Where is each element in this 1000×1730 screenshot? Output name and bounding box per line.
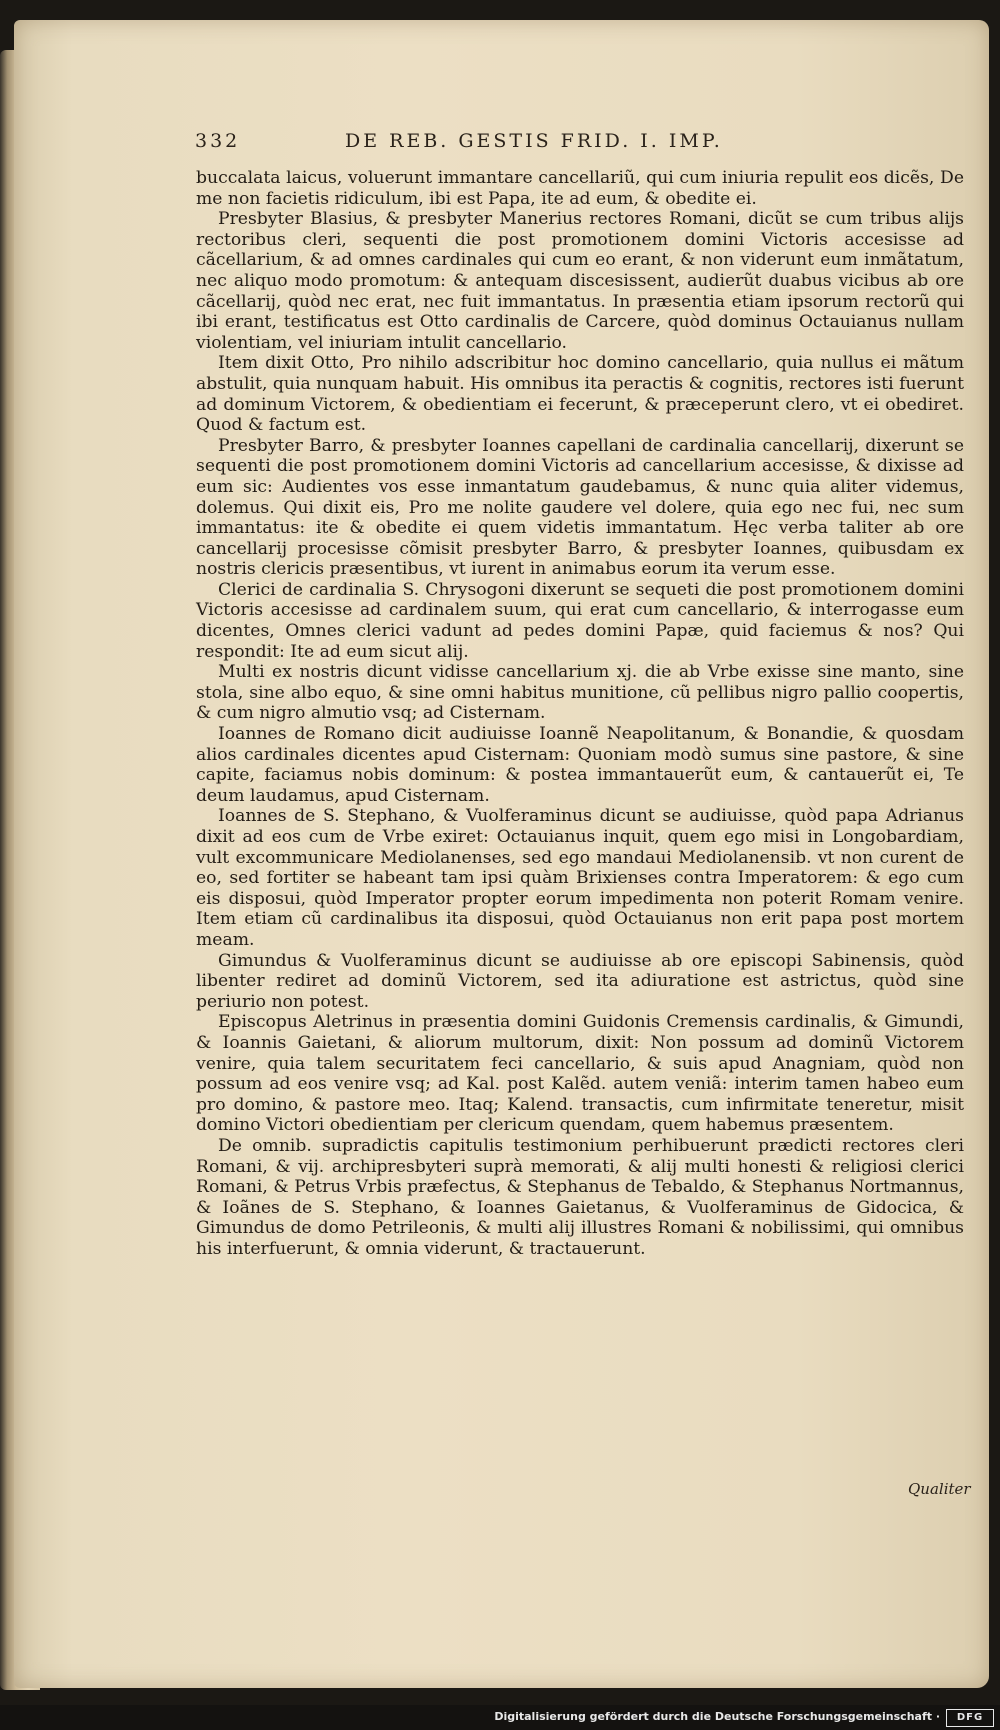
paragraph: Ioannes de Romano dicit audiuisse Ioannẽ Neapolitanum, & Bonandie, & quosdam alios cardinales dicentes apud Cisternam: Quoniam modò sumus sine pastore, & sine capite, faciamus nobis dominum: & postea immantauerũt eum, & cantauerũt ei, Te deum laudamus, apud Cisternam. bbox=[196, 724, 964, 806]
paragraph: buccalata laicus, voluerunt immantare cancellariũ, qui cum iniuria repulit eos dicẽs, De me non facietis ridiculum, ibi est Papa, ite ad eum, & obedite ei. bbox=[196, 168, 964, 209]
paragraph: Clerici de cardinalia S. Chrysogoni dixerunt se sequeti die post promotionem domini Victoris accesisse ad cardinalem suum, qui erat cum cancellario, & interrogasse eum dicentes, Omnes clerici vadunt ad pedes domini Papæ, quid faciemus & nos? Qui respondit: Ite ad eum sicut alij. bbox=[196, 579, 964, 662]
page-header bbox=[195, 130, 900, 160]
funding-credit: Digitalisierung gefördert durch die Deutsche Forschungsgemeinschaft · bbox=[494, 1710, 940, 1723]
paragraph: Presbyter Blasius, & presbyter Manerius rectores Romani, dicũt se cum tribus alijs rectoribus cleri, sequenti die post promotionem domini Victoris accesisse ad cãcellarium, & ad omnes cardinales qui cum eo erant, & non viderunt eum inmãtatum, nec aliquo modo promotum: & antequam discesissent, audierũt duabus vicibus ab ore cãcellarij, quòd nec erat, nec fuit immantatus. In præsentia etiam ipsorum rectorũ qui ibi erant, testificatus est Otto cardinalis de Carcere, quòd dominus Octauianus nullam violentiam, vel iniuriam intulit cancellario. bbox=[196, 209, 964, 353]
page-number: 332 bbox=[195, 130, 241, 152]
paragraph: Episcopus Aletrinus in præsentia domini Guidonis Cremensis cardinalis, & Gimundi, & Ioannis Gaietani, & aliorum multorum, dixit: Non possum ad dominũ Victorem venire, quia talem securitatem feci cancellario, & suis apud Anagniam, quòd non possum ad eos venire vsq; ad Kal. post Kalẽd. autem veniã: interim tamen habeo eum pro domino, & pastore meo. Itaq; Kalend. transactis, cum infirmitate teneretur, misit domino Victori obedientiam per clericum quendam, quem habemus præsentem. bbox=[196, 1012, 964, 1136]
body-text bbox=[196, 168, 964, 1259]
paragraph: Ioannes de S. Stephano, & Vuolferaminus dicunt se audiuisse, quòd papa Adrianus dixit ad eos cum de Vrbe exiret: Octauianus inquit, quem ego misi in Longobardiam, vult excommunicare Mediolanenses, sed ego mandaui Mediolanensib. vt non curent de eo, sed fortiter se habeant tam ipsi quàm Brixienses contra Imperatorem: & ego cum eis disposui, quòd Imperator propter eorum impedimenta non poterit Romam venire. Item etiam cũ cardinalibus ita disposui, quòd Octauianus non erit papa post mortem meam. bbox=[196, 806, 964, 950]
paragraph: Presbyter Barro, & presbyter Ioannes capellani de cardinalia cancellarij, dixerunt se sequenti die post promotionem domini Victoris ad cancellarium accesisse, & dixisse ad eum sic: Audientes vos esse inmantatum gaudebamus, & nunc quia aliter videmus, dolemus. Qui dixit eis, Pro me nolite gaudere vel dolere, quia ego nec fui, nec sum immantatus: ite & obedite ei quem videtis immantatum. Hęc verba taliter ab ore cancellarij procesisse cõmisit presbyter Barro, & presbyter Ioannes, quibusdam ex nostris clericis præsentibus, vt iurent in animabus eorum ita verum esse. bbox=[196, 435, 964, 580]
dfg-logo: DFG bbox=[946, 1709, 994, 1727]
digitization-footer bbox=[0, 1705, 1000, 1730]
paragraph: De omnib. supradictis capitulis testimonium perhibuerunt prædicti rectores cleri Romani, & vij. archipresbyteri suprà memorati, & alij multi honesti & religiosi clerici Romani, & Petrus Vrbis præfectus, & Stephanus de Tebaldo, & Stephanus Nortmannus, & Ioãnes de S. Stephano, & Ioannes Gaietanus, & Vuolferaminus de Gidocica, & Gimundus de domo Petrileonis, & multi alij illustres Romani & nobilissimi, qui omnibus his interfuerunt, & omnia viderunt, & tractauerunt. bbox=[196, 1135, 964, 1259]
running-title: DE REB. GESTIS FRID. I. IMP. bbox=[345, 130, 723, 152]
catchword: Qualiter bbox=[908, 1480, 971, 1498]
paragraph: Gimundus & Vuolferaminus dicunt se audiuisse ab ore episcopi Sabinensis, quòd libenter rediret ad dominũ Victorem, sed ita adiuratione est astrictus, quòd sine periurio non potest. bbox=[196, 950, 964, 1012]
paragraph: Multi ex nostris dicunt vidisse cancellarium xj. die ab Vrbe exisse sine manto, sine stola, sine albo equo, & sine omni habitus munitione, cũ pellibus nigro pallio coopertis, & cum nigro almutio vsq; ad Cisternam. bbox=[196, 662, 964, 724]
paragraph: Item dixit Otto, Pro nihilo adscribitur hoc domino cancellario, quia nullus ei mãtum abstulit, quia nunquam habuit. His omnibus ita peractis & cognitis, rectores isti fuerunt ad dominum Victorem, & obedientiam ei fecerunt, & præceperunt clero, vt ei obediret. Quod & factum est. bbox=[196, 353, 965, 436]
